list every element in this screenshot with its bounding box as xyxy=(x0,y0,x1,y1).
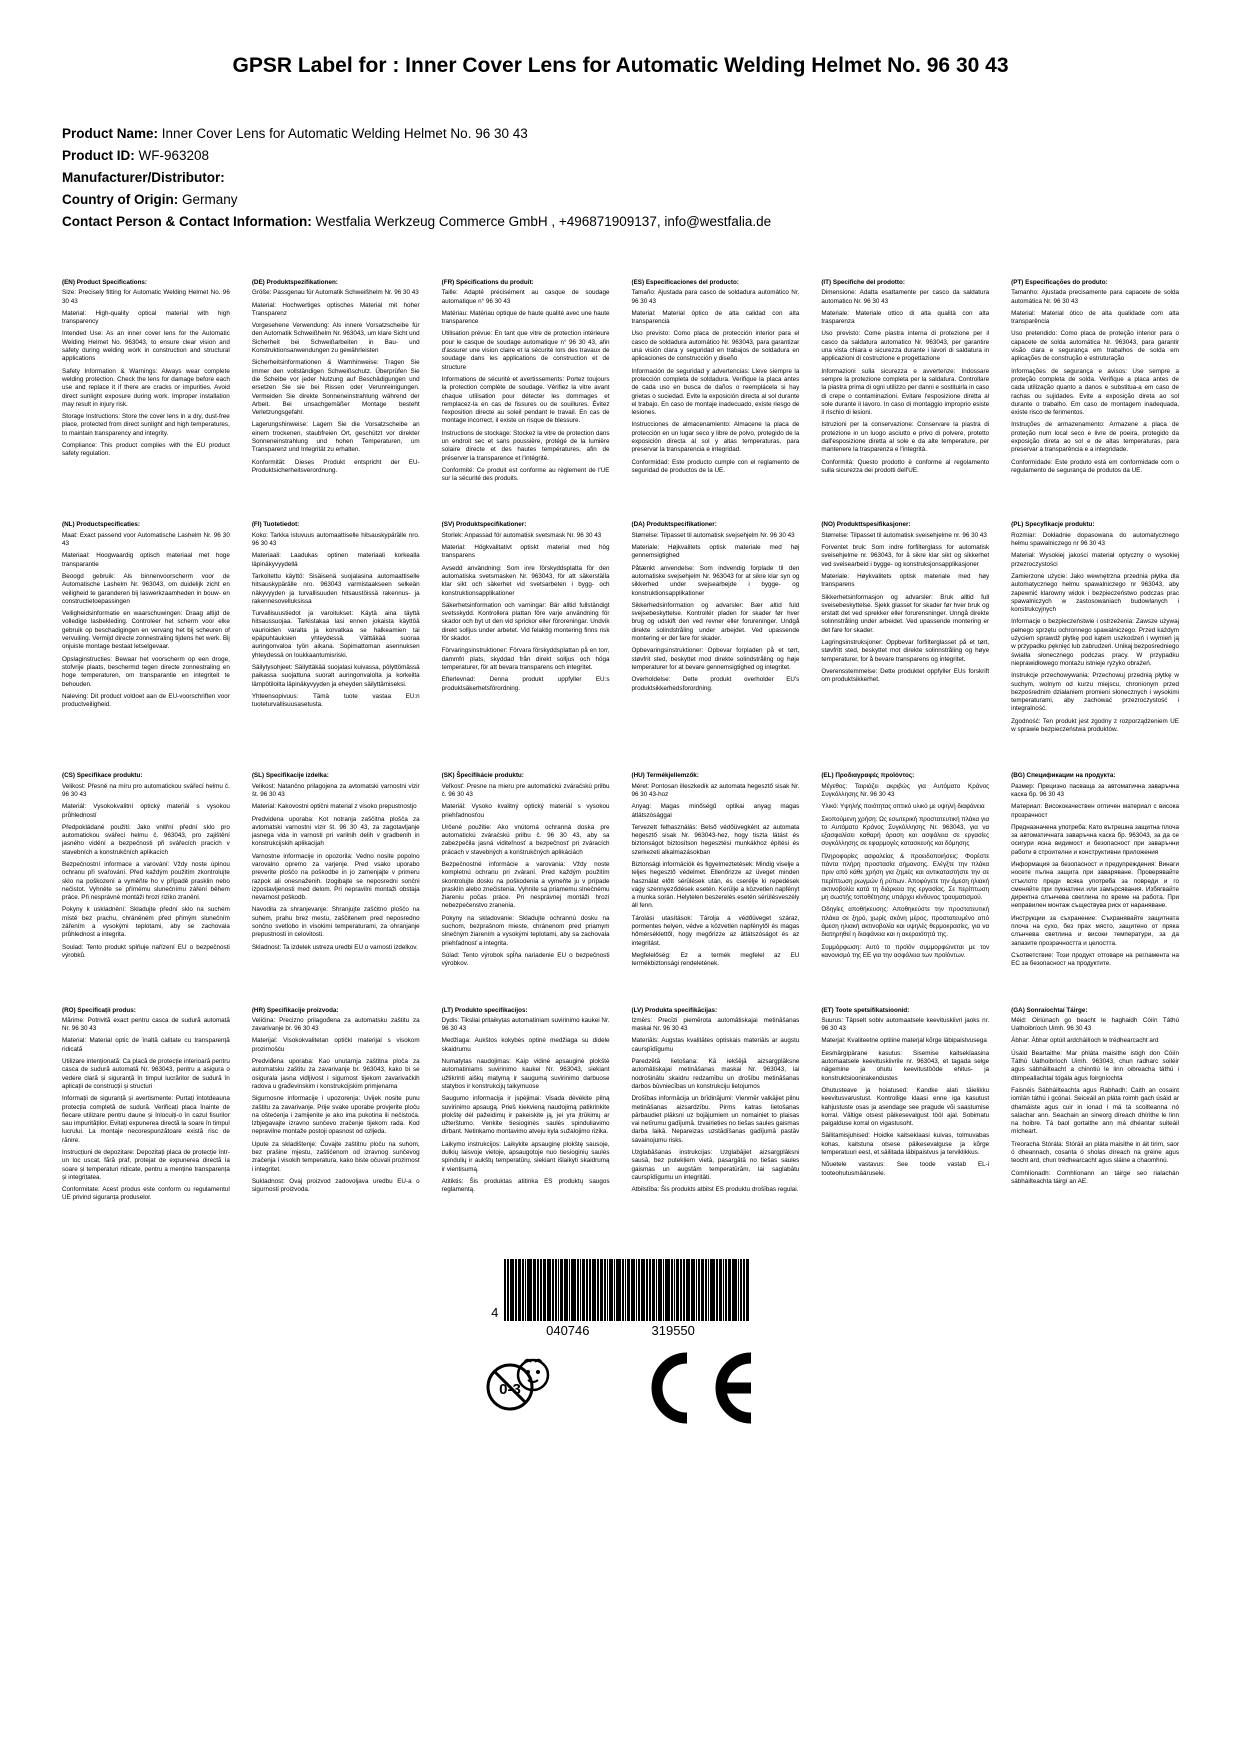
language-paragraph: Súlad: Tento výrobok spĺňa nariadenie EU o bezpečnosti výrobkov. xyxy=(441,951,610,968)
language-paragraph: Konformität: Dieses Produkt entspricht der EU-Produktsicherheitsverordnung. xyxy=(251,458,420,474)
language-paragraph: Uso pretendido: Como placa de proteção interior para o capacete de solda automática Nr. 963043, para garantir visão clara e segurança em trabalhos de solda em aplicações de construção e estruturação xyxy=(1011,330,1179,363)
language-block-ga xyxy=(1011,1007,1179,1207)
language-paragraph: Veľkosť: Presne na mieru pre automatickú zváračskú prilbu č. 96 30 43 xyxy=(441,782,610,798)
language-paragraph: Πληροφορίες ασφαλείας & προειδοποιήσεις: Φορέστε πάντα πλήρη προστασία σήμανσης. Ελέγξτε την πλάκα πριν από κάθε χρήση για ζημιές και αντικαταστήστε την σε περίπτωση ρωγμών ή ρύπων. Αποφύγετε την άμεση ηλιακή ακτινοβολία κατά τη διάρκεια της εργασίας. Σε περίπτωση μη σωστής τοποθέτησης υπάρχει κίνδυνος τραυματισμού. xyxy=(821,852,990,902)
no-children-under-3-icon xyxy=(483,1353,553,1423)
language-paragraph: Σκοπούμενη χρήση: Ως εσωτερική προστατευτική πλάκα για το Αυτόματο Κράνος Συγκόλλησης Nr. 963043, για να εξασφαλίσει καθαρή όραση και ασφάλεια σε εργασίες συγκόλλησης σε εφαρμογές κατασκευής και δόμησης xyxy=(821,815,990,848)
language-specifications-grid xyxy=(62,279,1179,1207)
language-block-fi xyxy=(252,521,420,738)
language-paragraph: Materiale: Høykvalitets optisk materiale med høy transparens xyxy=(821,572,990,589)
language-paragraph: Οδηγίες αποθήκευσης: Αποθηκεύστε την προστατευτική πλάκα σε ξηρό, χωρίς σκόνη μέρος, προστατευμένο από άμεση ηλιακή ακτινοβολία και υψηλές θερμοκρασίες, για να διατηρηθεί η διαφάνεια και η ακεραιότητά της. xyxy=(821,906,990,939)
language-paragraph: Compliance: This product complies with the EU product safety regulation. xyxy=(62,442,230,458)
language-paragraph: Laikymo instrukcijos: Laikykite apsauginę plokštę sausoje, dulkių laisvoje vietoje, apsaugotoje nuo tiesioginių saulės spindulių ir aukštų temperatūrų, siekiant išlaikyti skaidrumą ir vientisumą. xyxy=(441,1140,610,1173)
language-paragraph: Určené použitie: Ako vnútorná ochranná doska pre automatickú zváračskú prilbu č. 96 30 43, aby sa zabezpečila jasná viditeľnosť a bezpečnosť pri zváracích prácach v stavebných a konštrukčných aplikáciách xyxy=(441,823,610,856)
barcode xyxy=(491,1259,750,1321)
language-block-no xyxy=(821,521,989,738)
language-paragraph: Matériau: Matériau optique de haute qualité avec une haute transparence xyxy=(441,309,610,326)
language-paragraph: Sikkerhedsinformation og advarsler: Bær altid fuld svejsebeskyttelse. Kontrollér pladen for skader før hver brug og udskift den ved revner eller forureninger. Undgå direkte solindstråling under arbejdet. Ved upassende montering er der fare for skader. xyxy=(631,601,800,643)
meta-row-contact xyxy=(62,212,1179,233)
meta-row-country-of-origin xyxy=(62,190,1179,211)
language-paragraph: Comhlíonadh: Comhlíonann an táirge seo rialachán sábháilteachta táirgí an AE. xyxy=(1011,1169,1179,1185)
language-heading: (ET) Toote spetsifikatsioonid: xyxy=(821,1006,910,1014)
language-paragraph: Conformitate: Acest produs este conform cu regulamentul UE privind siguranța produselor. xyxy=(62,1186,230,1202)
language-paragraph: Material: Kakovostni optični material z visoko prepustnostjo xyxy=(251,803,417,811)
language-paragraph: Instrukcje przechowywania: Przechowuj przednią płytkę w suchym, wolnym od kurzu miejscu, chronionym przed bezpośrednim działaniem promieni słonecznych i wysokimi temperaturami, aby zachować przezroczystość i integralność. xyxy=(1011,672,1179,713)
language-block-pl xyxy=(1011,521,1179,738)
language-paragraph: Overensstemmelse: Dette produktet oppfyller EUs forskrift om produktsikkerhet. xyxy=(821,667,990,684)
language-paragraph: Maat: Exact passend voor Automatische Lashelm Nr. 96 30 43 xyxy=(62,531,230,548)
language-paragraph: Säilitamisjuhised: Hoidke kaitseklaasi kuivas, tolmuvabas kohas, kaitstuna otsese päikesevalguse ja kõrge temperatuuri eest, et säilitada läbipaistvus ja terviklikkus. xyxy=(821,1132,990,1156)
language-heading: (PT) Especificações do produto: xyxy=(1011,278,1108,286)
language-paragraph: Velikost: Přesně na míru pro automatickou svářecí helmu č. 96 30 43 xyxy=(62,782,230,798)
language-paragraph: Conformidade: Este produto está em conformidade com o regulamento de segurança de produtos da UE. xyxy=(1011,458,1179,474)
language-block-hu xyxy=(631,772,799,972)
language-paragraph: Velikost: Natančno prilagojena za avtomatski varnostni vizir št. 96 30 43 xyxy=(251,782,420,798)
meta-label: Contact Person & Contact Information: xyxy=(62,214,312,230)
language-paragraph: Tamanho: Ajustada precisamente para capacete de solda automática Nr. 96 30 43 xyxy=(1011,289,1179,305)
language-paragraph: Faisnéis Sábháilteachta agus Rabhadh: Caith an cosaint iomlán táthú i gcónaí. Seiceáil an pláta roimh gach úsáid ar dhamáiste agus cuir in ionad í má tá scoilteanna nó salachar ann. Seachain an sineorg díreach dhírithe le linn na hoibre. Tá baol gortaithe ann má dhéantar suiteáil mícheart. xyxy=(1011,1086,1179,1136)
language-paragraph: Conformità: Questo prodotto è conforme al regolamento sulla sicurezza dei prodotti dell'UE. xyxy=(821,458,990,474)
language-heading: (NL) Productspecificaties: xyxy=(62,521,141,529)
language-paragraph: Material: Material optic de înaltă calitate cu transparență ridicată xyxy=(62,1037,230,1053)
language-heading: (LV) Produkta specifikācijas: xyxy=(631,1006,718,1014)
language-block-lv xyxy=(631,1007,799,1207)
language-heading: (SK) Špecifikácie produktu: xyxy=(441,772,524,780)
language-paragraph: Størrelse: Tilpasset til automatisk svejsehjelm Nr. 96 30 43 xyxy=(631,531,795,539)
language-paragraph: Méret: Pontosan illeszkedik az automata hegesztő sisak Nr. 96 30 43-hoz xyxy=(631,782,800,798)
meta-row-product-name xyxy=(62,124,1179,145)
footer xyxy=(62,1259,1179,1424)
language-block-el xyxy=(821,772,989,972)
language-block-bg xyxy=(1011,772,1179,972)
language-paragraph: Pokyny na skladovanie: Skladujte ochrannú dosku na suchom, bezprašnom mieste, chránenom pred priamym slnečným žiarením a vysokými teplotami, aby sa zachovala priehľadnosť a integrita. xyxy=(441,914,610,947)
language-paragraph: Forventet bruk: Som indre forfilterglass for automatisk sveisehjelme nr. 963043, for å sikre klar sikt og sikkerhet ved sveisearbeid i bygge- og konstruksjonsapplikasjoner xyxy=(821,544,990,568)
language-paragraph: Tárolási utasítások: Tárolja a védőüveget száraz, pormentes helyen, védve a közvetlen napfénytől és magas hőmérséklettől, hogy megőrizze az átlátszóságot és az integritást. xyxy=(631,914,800,947)
language-paragraph: Numatytas naudojimas: Kaip vidinė apsauginė plokštė automatiniams suvirinimo kaukei Nr. 963043, siekiant užtikrinti aiškų matymą ir saugumą suvirinimo darbuose statybos ir konstrukcijų taikymuose xyxy=(441,1058,610,1090)
language-heading: (GA) Sonraíochtaí Táirge: xyxy=(1011,1006,1088,1014)
language-paragraph: Påtænkt anvendelse: Som indvendig forplade til den automatiske svejsehjelm Nr. 963043 for at sikre klar syn og sikkerhed under svejsearbejde i bygge- og konstruktionsapplikationer xyxy=(631,564,800,597)
language-paragraph: Úsáid Beartaithe: Mar phláta maisithe istigh don Cóiín Táthú Uathoibríoch Uimh. 963043, chun radharc soiléir agus sábháilteacht a chinntiú le linn oibreacha táthú i dtimpeallachtaí tógála agus foirgníochta xyxy=(1011,1049,1179,1082)
language-paragraph: Material: Material ótico de alta qualidade com alta transparência xyxy=(1011,309,1179,326)
language-heading: (CS) Specifikace produktu: xyxy=(62,772,143,780)
language-paragraph: Veiligheidsinformatie en waarschuwingen: Draag altijd de volledige lasbekleding. Controleer het scherm voor elke gebruik op beschadigingen en vervang het bij scheuren of vervuiling. Vermijd directe zonnestraling tijdens het werk. Bij onjuiste montage bestaat letselgevaar. xyxy=(62,610,230,651)
language-heading: (IT) Specifiche del prodotto: xyxy=(821,278,905,286)
barcode-lead-digit: 4 xyxy=(491,1304,499,1320)
language-heading: (FR) Spécifications du produit: xyxy=(441,278,534,286)
language-paragraph: Tamaño: Ajustada para casco de soldadura automático Nr. 96 30 43 xyxy=(631,289,800,305)
language-paragraph: Størrelse: Tilpasset til automatisk sveisehjelme nr. 96 30 43 xyxy=(821,531,987,539)
language-heading: (SL) Specifikacije izdelka: xyxy=(251,772,329,780)
language-paragraph: Predvidena uporaba: Kot notranja zaščitna plošča za avtomatski varnostni vizir št. 96 30 43, za zagotavljanje jasnega vida in varnosti pri varilnih delih v gradbenih in konstrukcijskih aplikacijah xyxy=(251,815,420,848)
language-paragraph: Suurus: Täpselt sobiv automaatsele keevituskiivri jaoks nr. 96 30 43 xyxy=(821,1016,990,1033)
language-paragraph: Μέγεθος: Ταιριάζει ακριβώς για Αυτόματο Κράνος Συγκόλλησης Nr. 96 30 43 xyxy=(821,782,990,798)
language-paragraph: Conformité: Ce produit est conforme au règlement de l'UE sur la sécurité des produits. xyxy=(441,466,610,483)
language-paragraph: Skladnost: Ta izdelek ustreza uredbi EU o varnosti izdelkov. xyxy=(251,943,418,951)
language-paragraph: Conformidad: Este producto cumple con el reglamento de seguridad de productos de la UE. xyxy=(631,458,800,474)
language-block-cs xyxy=(62,772,230,972)
language-paragraph: Anyag: Magas minőségű optikai anyag magas átlátszósággal xyxy=(631,803,800,819)
language-paragraph: Tervezett felhasználás: Belső védőüvegként az automata hegesztő sisak Nr. 963043-hez, hogy tiszta látást és biztonságot biztosítson hegesztési munkákhoz építési és szerkezeti alkalmazásokban xyxy=(631,823,800,856)
language-heading: (EL) Προδιαγραφές προϊόντος: xyxy=(821,772,915,780)
language-paragraph: Megfelelőség: Ez a termék megfelel az EU termékbiztonsági rendeletének. xyxy=(631,951,800,968)
language-paragraph: Lagerungshinweise: Lagern Sie die Vorsatzscheibe an einem trockenen, staubfreien Ort, geschützt vor direkter Sonneneinstrahlung und hohen Temperaturen, um Transparenz und Integrität zu erhalten. xyxy=(251,421,420,454)
language-block-de xyxy=(252,279,420,488)
language-paragraph: Größe: Passgenau für Automatik Schweißhelm Nr. 96 30 43 xyxy=(251,289,419,297)
language-paragraph: Varnostne informacije in opozorila: Vedno nosite popolno varovalno opremo za varjenje. Pred vsako uporabo preverite ploščo na poškodbe in jo zamenjajte v primeru razpok ali onesnaženih. Izogibajte se neposredni sončni izpostavljenosti med delom. Pri nepravilni montaži obstaja nevarnost poškodb. xyxy=(251,852,420,902)
meta-label: Country of Origin: xyxy=(62,192,179,208)
language-paragraph: Instrucciones de almacenamiento: Almacene la placa de protección en un lugar seco y libre de polvo, protegido de la exposición directa al sol y altas temperaturas, para preservar la transparencia e integridad. xyxy=(631,421,800,454)
age-warning-label: 0-3 xyxy=(498,1380,521,1398)
language-paragraph: Taille: Adapté précisément au casque de soudage automatique n° 96 30 43 xyxy=(441,289,610,305)
meta-value: Germany xyxy=(182,192,238,208)
language-paragraph: Συμμόρφωση: Αυτό το προϊόν συμμορφώνεται με τον κανονισμό της ΕΕ για την ασφάλεια των προϊόντων. xyxy=(821,943,990,959)
language-paragraph: Zamierzone użycie: Jako wewnętrzna przednia płytka dla automatycznego hełmu spawalniczego nr 963043, aby zapewnić klarowny widok i bezpieczeństwo podczas prac spawalniczych w zastosowaniach budowlanych i konstrukcyjnych xyxy=(1011,572,1179,614)
language-heading: (DA) Produktspecifikationer: xyxy=(631,521,717,529)
product-meta xyxy=(62,124,1179,233)
language-paragraph: Treoracha Stórála: Stóráil an pláta maisithe in áit tirim, saor ó dheannach, cosanta ó sholas díreach na gréine agus teocht ard, chun trédhearcacht agus sláine a chaomhnú. xyxy=(1011,1140,1179,1165)
language-paragraph: Drošības informācija un brīdinājumi: Vienmēr valkājiet pilnu metināšanas aizsardzību. Pirms katras lietošanas pārbaudiet plāksni uz bojājumiem un nomainiet to plaisas vai netīrumu gadījumā. Izvairieties no tiešas saules gaismas darba laikā. Nepareizas uzstādīšanas gadījumā pastāv savainojumu risks. xyxy=(631,1095,800,1144)
language-paragraph: Rozmiar: Dokładnie dopasowana do automatycznego hełmu spawalniczego nr 96 30 43 xyxy=(1011,531,1179,548)
language-paragraph: Saugumo informacija ir įspėjimai: Visada dėvėkite pilną suvirinimo apsaugą. Prieš kiekvieną naudojimą patikrinkite plokštę dėl pažeidimų ir pakeiskite ją, jei yra įtrūkimų ar užterštumo. Venkite tiesioginės saulės spinduliavimo dirbant. Netinkamo montavimo atveju kyla sužalojimo rizika. xyxy=(441,1095,610,1136)
language-paragraph: Informações de segurança e avisos: Use sempre a proteção completa de solda. Verifique a placa antes de cada utilização quanto a danos e substitua-a em caso de rachas ou sujidades. Evite a exposição direta ao sol durante o trabalho. Em caso de montagem inadequada, existe risco de ferimentos. xyxy=(1011,367,1179,417)
language-paragraph: Materiaal: Hoogwaardig optisch materiaal met hoge transparantie xyxy=(62,552,230,568)
language-paragraph: Material: Material óptico de alta calidad con alta transparencia xyxy=(631,309,800,326)
language-paragraph: Overholdelse: Dette produkt overholder EU's produktsikkerhedsforordning. xyxy=(631,676,800,692)
language-paragraph: Opslaginstructies: Bewaar het voorscherm op een droge, stofvrije plaats, beschermd tegen directe zonnestraling en hoge temperaturen, om transparantie en integriteit te behouden. xyxy=(62,655,230,688)
language-paragraph: Storlek: Anpassad för automatisk svetsmask Nr. 96 30 43 xyxy=(441,531,602,539)
language-block-sk xyxy=(442,772,610,972)
language-paragraph: Размер: Прецизно пасваща за автоматична заваръчна каска бр. 96 30 43 xyxy=(1011,782,1179,798)
language-block-pt xyxy=(1011,279,1179,488)
page-title: GPSR Label for : Inner Cover Lens for Automatic Welding Helmet No. 96 30 43 xyxy=(232,54,1009,77)
language-paragraph: Uzglabāšanas instrukcijas: Uzglabājiet aizsargplāksni sausā, bez putekļiem vietā, pasargātā no tiešas saules gaismas un augstām temperatūrām, lai saglabātu caurspīdīgumu un integritāti. xyxy=(631,1149,800,1181)
language-heading: (BG) Спецификации на продукта: xyxy=(1011,772,1116,780)
language-block-ro xyxy=(62,1007,230,1207)
language-block-sv xyxy=(442,521,610,738)
meta-value: Westfalia Werkzeug Commerce GmbH , +496871909137, info@westfalia.de xyxy=(315,214,772,230)
language-heading: (HU) Termékjellemzők: xyxy=(631,772,699,780)
language-paragraph: Uso previsto: Como placa de protección interior para el casco de soldadura automático Nr. 963043, para garantizar una visión clara y seguridad en trabajos de soldadura en aplicaciones de construcción y diseño xyxy=(631,330,800,363)
language-paragraph: Инструкции за съхранение: Съхранявайте защитната плоча на сухо, без прах място, защитено от пряка слънчева светлина и високи температури, за да запазите прозрачността и целостта. xyxy=(1011,914,1179,947)
language-paragraph: Veličina: Precizno prilagođena za automatsku zaštitu za zavarivanje br. 96 30 43 xyxy=(251,1016,420,1033)
language-paragraph: Förvaringsinstruktioner: Förvara förskyddsplattan på en torr, dammfri plats, skyddad från direkt solljus och höga temperaturer, för att bevara transparens och integritet. xyxy=(441,647,610,671)
meta-label: Product ID: xyxy=(62,148,135,164)
language-paragraph: Materiale: Materiale ottico di alta qualità con alta trasparenza xyxy=(821,309,990,326)
language-paragraph: Zgodność: Ten produkt jest zgodny z rozporządzeniem UE w sprawie bezpieczeństwa produktów. xyxy=(1011,717,1179,734)
language-block-nl xyxy=(62,521,230,738)
language-paragraph: Sigurnosne informacije i upozorenja: Uvijek nosite punu zaštitu za zavarivanje. Prije svake uporabe provjerite ploču na oštećenja i zamijenite je ako ima pukotina ili nečistoća. Izbjegavajte izravno sunčevo zračenje tijekom rada. Kod nepravilne montaže postoji opasnost od ozljeda. xyxy=(251,1095,420,1136)
language-paragraph: Medžiaga: Aukštos kokybės optinė medžiaga su didele skaidrumu xyxy=(441,1037,610,1053)
language-paragraph: Vorgesehene Verwendung: Als innere Vorsatzscheibe für den Automatik Schweißhelm Nr. 963043, um klare Sicht und Sicherheit bei Schweißarbeiten in Bau- und Konstruktionsanwendungen zu gewährleisten xyxy=(251,322,420,355)
language-paragraph: Съответствие: Този продукт отговаря на регламента на ЕС за безопасност на продуктите. xyxy=(1011,951,1179,968)
language-heading: (ES) Especificaciones del producto: xyxy=(631,278,739,286)
language-paragraph: Efterlevnad: Denna produkt uppfyller EU:s produktsäkerhetsförordning. xyxy=(441,676,610,692)
language-block-sl xyxy=(252,772,420,972)
language-paragraph: Bezpečnostné informácie a varovania: Vždy noste kompletnú ochranu pri zváraní. Pred každým použitím skontrolujte dosku na poškodenia a vymeňte ju v prípade prasklín alebo znečistenia. Vyhnite sa priamemu slnečnému žiareniu počas práce. Pri nesprávnej montáži hrozí nebezpečenstvo zranenia. xyxy=(441,860,610,910)
language-heading: (LT) Produkto specifikacijos: xyxy=(441,1006,528,1014)
language-paragraph: Soulad: Tento produkt splňuje nařízení EU o bezpečnosti výrobků. xyxy=(62,943,230,959)
language-paragraph: Säilytysohjeet: Säilyttäkää suojalasi kuivassa, pölyttömässä paikassa suojattuna suoralt auringonvalolta ja korkeilta lämpötiloilta läpinäkyvyyden ja eheyden säilyttämiseksi. xyxy=(251,663,420,688)
language-block-it xyxy=(821,279,989,488)
language-paragraph: Dimensione: Adatta esattamente per casco da saldatura automatico Nr. 96 30 43 xyxy=(821,289,990,305)
language-block-fr xyxy=(442,279,610,488)
language-paragraph: Turvallisuustiedot ja varoitukset: Käytä aina täyttä hitsaussuojaa. Tarkistakaa lasi ennen jokaista käyttöä vaurioiden varalta ja korvatkaa se halkeamien tai epäpuhtauksien yhteydessä. Välttäkää suoraa auringonvaloa työn aikana. Sopimattoman asennuksen yhteydessä on loukkaantumisriski. xyxy=(251,610,420,659)
language-paragraph: Tarkoitettu käyttö: Sisäisenä suojalasina automaattiselle hitsauskypärälle nro. 963043 varmistaakseen selkeän näkyvyyden ja turvallisuuden hitsaustöissä rakennus- ja rakennesovelluksissa xyxy=(251,572,420,605)
language-paragraph: Materiale: Højkvalitets optisk materiale med høj gennemsigtighed xyxy=(631,544,800,560)
meta-label: Product Name: xyxy=(62,126,159,142)
language-paragraph: Biztonsági információk és figyelmeztetések: Mindig viselje a teljes hegesztő védelmet. Ellenőrizze az üveget minden használat előtt sérülések után, és cserélje ki repedések vagy szennyeződések esetén. Kerülje a közvetlen napfényt a munka során. Helytelen beszerelés esetén sérülésveszély áll fenn. xyxy=(631,860,800,910)
language-paragraph: Beoogd gebruik: Als binnenvoorscherm voor de Automatische Lashelm Nr. 963043, om duidelijk zicht en veiligheid te garanderen bij laswerkzaamheden in bouw- en constructietoepassingen xyxy=(62,572,230,605)
language-block-et xyxy=(821,1007,989,1207)
language-paragraph: Uso previsto: Come piastra interna di protezione per il casco da saldatura automatico Nr. 963043, per garantire una vista chiara e sicurezza durante i lavori di saldatura in applicazioni di costruzione e progettazione xyxy=(821,330,990,363)
language-block-es xyxy=(631,279,799,488)
language-paragraph: Bezpečnostní informace a varování: Vždy noste úplnou ochranu při svařování. Před každým použitím zkontrolujte sklo na poškození a vyměňte ho v případě prasklin nebo nečistot. Vyhněte se přímému slunečnímu záření během práce. Při nesprávné montáži hrozí riziko zranění. xyxy=(62,860,230,902)
meta-label: Manufacturer/Distributor: xyxy=(62,170,225,186)
language-paragraph: Материал: Висококачествен оптичен материал с висока прозрачност xyxy=(1011,803,1179,819)
language-paragraph: Atbilstība: Šis produkts atbilst ES produktu drošības regulai. xyxy=(631,1186,799,1194)
language-paragraph: Instructions de stockage: Stockez la vitre de protection dans un endroit sec et sans poussière, protégé de la lumière solaire directe et des hautes températures, afin de préserver la transparence et l'intégrité. xyxy=(441,429,610,462)
language-paragraph: Material: Hochwertiges optisches Material mit hoher Transparenz xyxy=(251,301,420,317)
language-paragraph: Materijal: Visokokvalitetan optički materijal s visokom prozirnošću xyxy=(251,1037,420,1053)
language-paragraph: Lagringsinstruksjoner: Oppbevar forfilterglasset på et tørt, støvfritt sted, beskyttet mot direkte solinnstråling og høye temperaturer, for å bevare transparens og integritet. xyxy=(821,639,990,663)
barcode-right-digits: 319550 xyxy=(651,1322,695,1338)
language-paragraph: Instruções de armazenamento: Armazene a placa de proteção num local seco e livre de poeira, protegido da exposição direta ao sol e de altas temperaturas, para preservar a transparência e a integridade. xyxy=(1011,421,1179,454)
language-paragraph: Información de seguridad y advertencias: Lleve siempre la protección completa de soldadura. Verifique la placa antes de cada uso en busca de daños o reemplácela si hay grietas o suciedad. Evite la exposición directa al sol durante el trabajo. En caso de montaje inadecuado, existe riesgo de lesiones. xyxy=(631,367,800,417)
language-paragraph: Size: Precisely fitting for Automatic Welding Helmet No. 96 30 43 xyxy=(62,289,230,305)
ce-mark-icon xyxy=(639,1352,759,1424)
language-paragraph: Instrucțiuni de depozitare: Depozitați placa de protecție într-un loc uscat, fără praf, protejat de expunerea directă la soare și temperaturi ridicate, pentru a menține transparența și integritatea. xyxy=(62,1149,230,1181)
meta-value: WF-963208 xyxy=(138,148,210,164)
language-paragraph: Ábhar: Ábhar optúil ardcháilíoch le trédhearcacht ard xyxy=(1011,1037,1159,1045)
language-paragraph: Avsedd användning: Som inre förskyddsplatta för den automatiska svetsmasken Nr. 963043, för att säkerställa klar sikt och säkerhet vid svetsarbeten i bygg- och konstruktionsapplikationer xyxy=(441,564,610,597)
language-heading: (HR) Specifikacije proizvoda: xyxy=(251,1006,339,1014)
language-paragraph: Dydis: Tiksliai pritaikytas automatiniam suvirinimo kaukei Nr. 96 30 43 xyxy=(441,1016,610,1033)
language-block-en xyxy=(62,279,230,488)
language-paragraph: Material: Högkvalitativt optiskt material med hög transparens xyxy=(441,544,610,560)
language-paragraph: Sukladnost: Ovaj proizvod zadovoljava uredbu EU-a o sigurnosti proizvoda. xyxy=(251,1177,420,1194)
language-paragraph: Předpokládané použití: Jako vnitřní přední sklo pro automatickou svářecí helmu č. 963043, pro zajištění jasného vidění a bezpečnosti při svářecích pracích v stavebních a konstrukčních aplikacích xyxy=(62,823,230,856)
language-heading: (SV) Produktspecifikationer: xyxy=(441,521,527,529)
language-heading: (RO) Specificații produs: xyxy=(62,1006,136,1014)
language-paragraph: Utilisation prévue: En tant que vitre de protection intérieure pour le casque de soudage automatique n° 96 30 43, afin d'assurer une vision claire et la sécurité lors des travaux de soudage dans les applications de construction et de structure xyxy=(441,330,610,371)
language-paragraph: Materiaali: Laadukas optinen materiaali korkealla läpinäkyvyydellä xyxy=(251,552,420,568)
language-paragraph: Storage Instructions: Store the cover lens in a dry, dust-free place, protected from direct sunlight and high temperatures, to maintain transparency and integrity. xyxy=(62,413,230,437)
language-paragraph: Utilizare intenționată: Ca placă de protecție interioară pentru casca de sudură automată Nr. 963043, pentru a asigura o vedere clară și siguranță în timpul lucrărilor de sudură în aplicații de construcții și structuri xyxy=(62,1058,230,1090)
language-paragraph: Atitiktis: Šis produktas atitinka ES produktų saugos reglamentą. xyxy=(441,1177,610,1194)
language-paragraph: Predviđena uporaba: Kao unutarnja zaštitna ploča za automatsku zaštitu za zavarivanje br. 963043, kako bi se osigurala jasna vidljivost i sigurnost tijekom zavarivačkih radova u građevinskim i konstrukcijskim primjenama xyxy=(251,1058,420,1090)
language-paragraph: Säkerhetsinformation och varningar: Bär alltid fullständigt svetsskydd. Kontrollera plattan före varje användning för skador och byt ut den vid sprickor eller föroreningar. Undvik direkt solljus under arbetet. Vid felaktig montering finns risk för skador. xyxy=(441,601,610,643)
language-paragraph: Opbevaringsinstruktioner: Opbevar forpladen på et tørt, støvfrit sted, beskyttet mod direkte solindstråling og høje temperaturer for at bevare gennemsigtighed og integritet. xyxy=(631,647,800,671)
language-paragraph: Nõuetele vastavus: See toode vastab EL-i tooteohutusmäärusele. xyxy=(821,1161,990,1177)
language-paragraph: Sikkerhetsinformasjon og advarsler: Bruk alltid full sveisebeskyttelse. Sjekk glasset for skader før hver bruk og erstatt det ved sprekker eller forurensninger. Unngå direkte solinnstråling under arbeidet. Ved upassende montering er det fare for skader. xyxy=(821,593,990,634)
meta-value: Inner Cover Lens for Automatic Welding Helmet No. 96 30 43 xyxy=(161,126,528,142)
language-heading: (EN) Product Specifications: xyxy=(62,278,148,286)
barcode-bars xyxy=(504,1259,749,1321)
language-paragraph: Ohutusteave ja hoiatused: Kandke alati täielikku keevitusvarustust. Kontrollige klaasi enne iga kasutust kahjustuste osas ja asendage see pragude või saastumise korral. Vältige otsest päikesevalgust tööl ajal. Sobimatu paigalduse korral on vigastusoht. xyxy=(821,1086,990,1128)
compliance-icons xyxy=(483,1352,759,1424)
language-paragraph: Yhteensopivuus: Tämä tuote vastaa EU:n tuoteturvallisuusasetusta. xyxy=(251,692,420,709)
language-paragraph: Materiál: Vysoko kvalitný optický materiál s vysokou priehľadnosťou xyxy=(441,803,610,819)
language-paragraph: Paredzētā lietošana: Kā iekšējā aizsargplāksne automātiskajai metināšanas maskai Nr. 963043, lai nodrošinātu skaidru redzamību un drošību metināšanas darbos būvniecības un konstrukciju lietojumos xyxy=(631,1058,800,1090)
language-paragraph: Sicherheitsinformationen & Warnhinweise: Tragen Sie immer den vollständigen Schweißschutz. Überprüfen Sie die Scheibe vor jeder Nutzung auf Beschädigungen und ersetzen Sie sie bei Rissen oder Verunreinigungen. Vermeiden Sie direkte Sonneneinstrahlung während der Arbeit. Bei unsachgemäßer Montage besteht Verletzungsgefahr. xyxy=(251,359,420,417)
language-paragraph: Informations de sécurité et avertissements: Portez toujours la protection complète de soudage. Vérifiez la vitre avant chaque utilisation pour détecter les dommages et remplacez-la en cas de fissures ou de souillures. Évitez l'exposition directe au soleil pendant le travail. En cas de montage incorrect, il existe un risque de blessure. xyxy=(441,375,610,425)
language-paragraph: Предназначена употреба: Като вътрешна защитна плоча за автоматичната заваръчна каска бр. 963043, за да се осигури ясна видимост и безопасност при заваръчни работи в строителни и конструктивни приложения xyxy=(1011,823,1179,856)
language-paragraph: Υλικό: Υψηλής ποιότητας οπτικό υλικό με υψηλή διαφάνεια xyxy=(821,803,985,811)
language-paragraph: Koko: Tarkka istuvuus automaattiselle hitsauskypärälle nro. 96 30 43 xyxy=(251,531,420,548)
language-paragraph: Navodila za shranjevanje: Shranjujte zaščitno ploščo na suhem, prahu brez mestu, zaščitenem pred neposredno sončno svetlobo in visokimi temperaturami, za ohranjanje prepustnosti in celovitosti. xyxy=(251,906,420,939)
language-paragraph: Mărime: Potrivită exact pentru casca de sudură automată Nr. 96 30 43 xyxy=(62,1016,230,1033)
language-paragraph: Izmērs: Precīzi piemērota automātiskajai metināšanas maskai Nr. 96 30 43 xyxy=(631,1016,800,1033)
language-heading: (NO) Produkttspesifikasjoner: xyxy=(821,521,911,529)
language-heading: (DE) Produktspezifikationen: xyxy=(251,278,338,286)
language-paragraph: Naleving: Dit product voldoet aan de EU-voorschriften voor productveiligheid. xyxy=(62,692,230,709)
language-block-da xyxy=(631,521,799,738)
language-heading: (PL) Specyfikacje produktu: xyxy=(1011,521,1095,529)
language-block-hr xyxy=(252,1007,420,1207)
language-paragraph: Material: High-quality optical material with high transparency xyxy=(62,309,230,326)
language-paragraph: Méid: Oiriúnach go beacht le haghaidh Cóiín Táthú Uathoibríoch Uimh. 96 30 43 xyxy=(1011,1016,1179,1033)
language-paragraph: Materiał: Wysokiej jakości materiał optyczny o wysokiej przezroczystości xyxy=(1011,552,1179,568)
meta-row-product-id xyxy=(62,146,1179,167)
language-block-lt xyxy=(442,1007,610,1207)
meta-row-manufacturer xyxy=(62,168,1179,189)
language-paragraph: Materjal: Kvaliteetne optiline materjal kõrge läbipaistvusega xyxy=(821,1037,987,1045)
language-paragraph: Safety Information & Warnings: Always wear complete welding protection. Check the lens for damage before each use and replace it if there are cracks or impurities. Avoid direct sunlight exposure during work. Improper installation may result in injury risk. xyxy=(62,367,230,408)
language-heading: (FI) Tuotetiedot: xyxy=(251,521,300,529)
language-paragraph: Intended Use: As an inner cover lens for the Automatic Welding Helmet No. 963043, to ensure clear vision and safety during welding work in construction and structural applications xyxy=(62,330,230,363)
language-paragraph: Informazioni sulla sicurezza e avvertenze: Indossare sempre la protezione completa per la saldatura. Controllare la piastra prima di ogni utilizzo per danni e sostituirla in caso di crepe o contaminazioni. Evitare l'esposizione diretta al sole durante il lavoro. In caso di montaggio improprio esiste il rischio di lesioni. xyxy=(821,367,990,417)
language-paragraph: Информация за безопасност и предупреждения: Винаги носете пълна защита при заваряване. Проверявайте стъклото преди всяка употреба за повреди и го сменяйте при пукнатини или замърсявания. Избягвайте директна слънчева светлина по време на работа. При неправилен монтаж съществува риск от нараняване. xyxy=(1011,860,1179,910)
language-paragraph: Upute za skladištenje: Čuvajte zaštitnu ploču na suhom, bez prašine mjestu, zaštićenom od izravnog sunčevog zračenja i visokih temperatura, kako biste očuvali prozirnost i integritet. xyxy=(251,1140,420,1173)
language-paragraph: Materiál: Vysokokvalitní optický materiál s vysokou průhledností xyxy=(62,803,230,819)
language-paragraph: Materiāls: Augstas kvalitātes optiskais materiāls ar augstu caurspīdīgumu xyxy=(631,1037,800,1053)
language-paragraph: Istruzioni per la conservazione: Conservare la piastra di protezione in un luogo asciutto e privo di polvere, protetto dall'esposizione diretta al sole e da alte temperature, per mantenere la trasparenza e l'integrità. xyxy=(821,421,990,454)
language-paragraph: Informacje o bezpieczeństwie i ostrzeżenia: Zawsze używaj pełnego sprzętu ochronnego spawalniczego. Przed każdym użyciem sprawdź płytkę pod kątem uszkodzeń i wymień ją w przypadku pęknięć lub zabrudzeń. Unikaj bezpośredniego światła słonecznego podczas pracy. W przypadku nieprawidłowego montażu istnieje ryzyko obrażeń. xyxy=(1011,618,1179,667)
language-paragraph: Pokyny k uskladnění: Skladujte přední sklo na suchém místě bez prachu, chráněném před přímým slunečním zářením a vysokými teplotami, aby se zachovala průhlednost a integrita. xyxy=(62,906,230,939)
barcode-left-digits: 040746 xyxy=(546,1322,590,1338)
barcode-numbers xyxy=(546,1323,695,1338)
language-paragraph: Eesmärgipärane kasutus: Sisemise kaitseklaasina automaatsele keevituskiivrile nr. 963043, et tagada selge nägemine ja ohutu keevitustööde ehitus- ja konstruktsioonirakendustes xyxy=(821,1049,990,1082)
language-paragraph: Informații de siguranță și avertismente: Purtați întotdeauna protecția completă de sudură. Verificați placa înainte de fiecare utilizare pentru daune și înlocuiți-o în cazul fisurilor sau impurităților. Evitați expunerea directă la soare în timpul lucrului. La montaje necorespunzătoare există risc de rănire. xyxy=(62,1095,230,1144)
